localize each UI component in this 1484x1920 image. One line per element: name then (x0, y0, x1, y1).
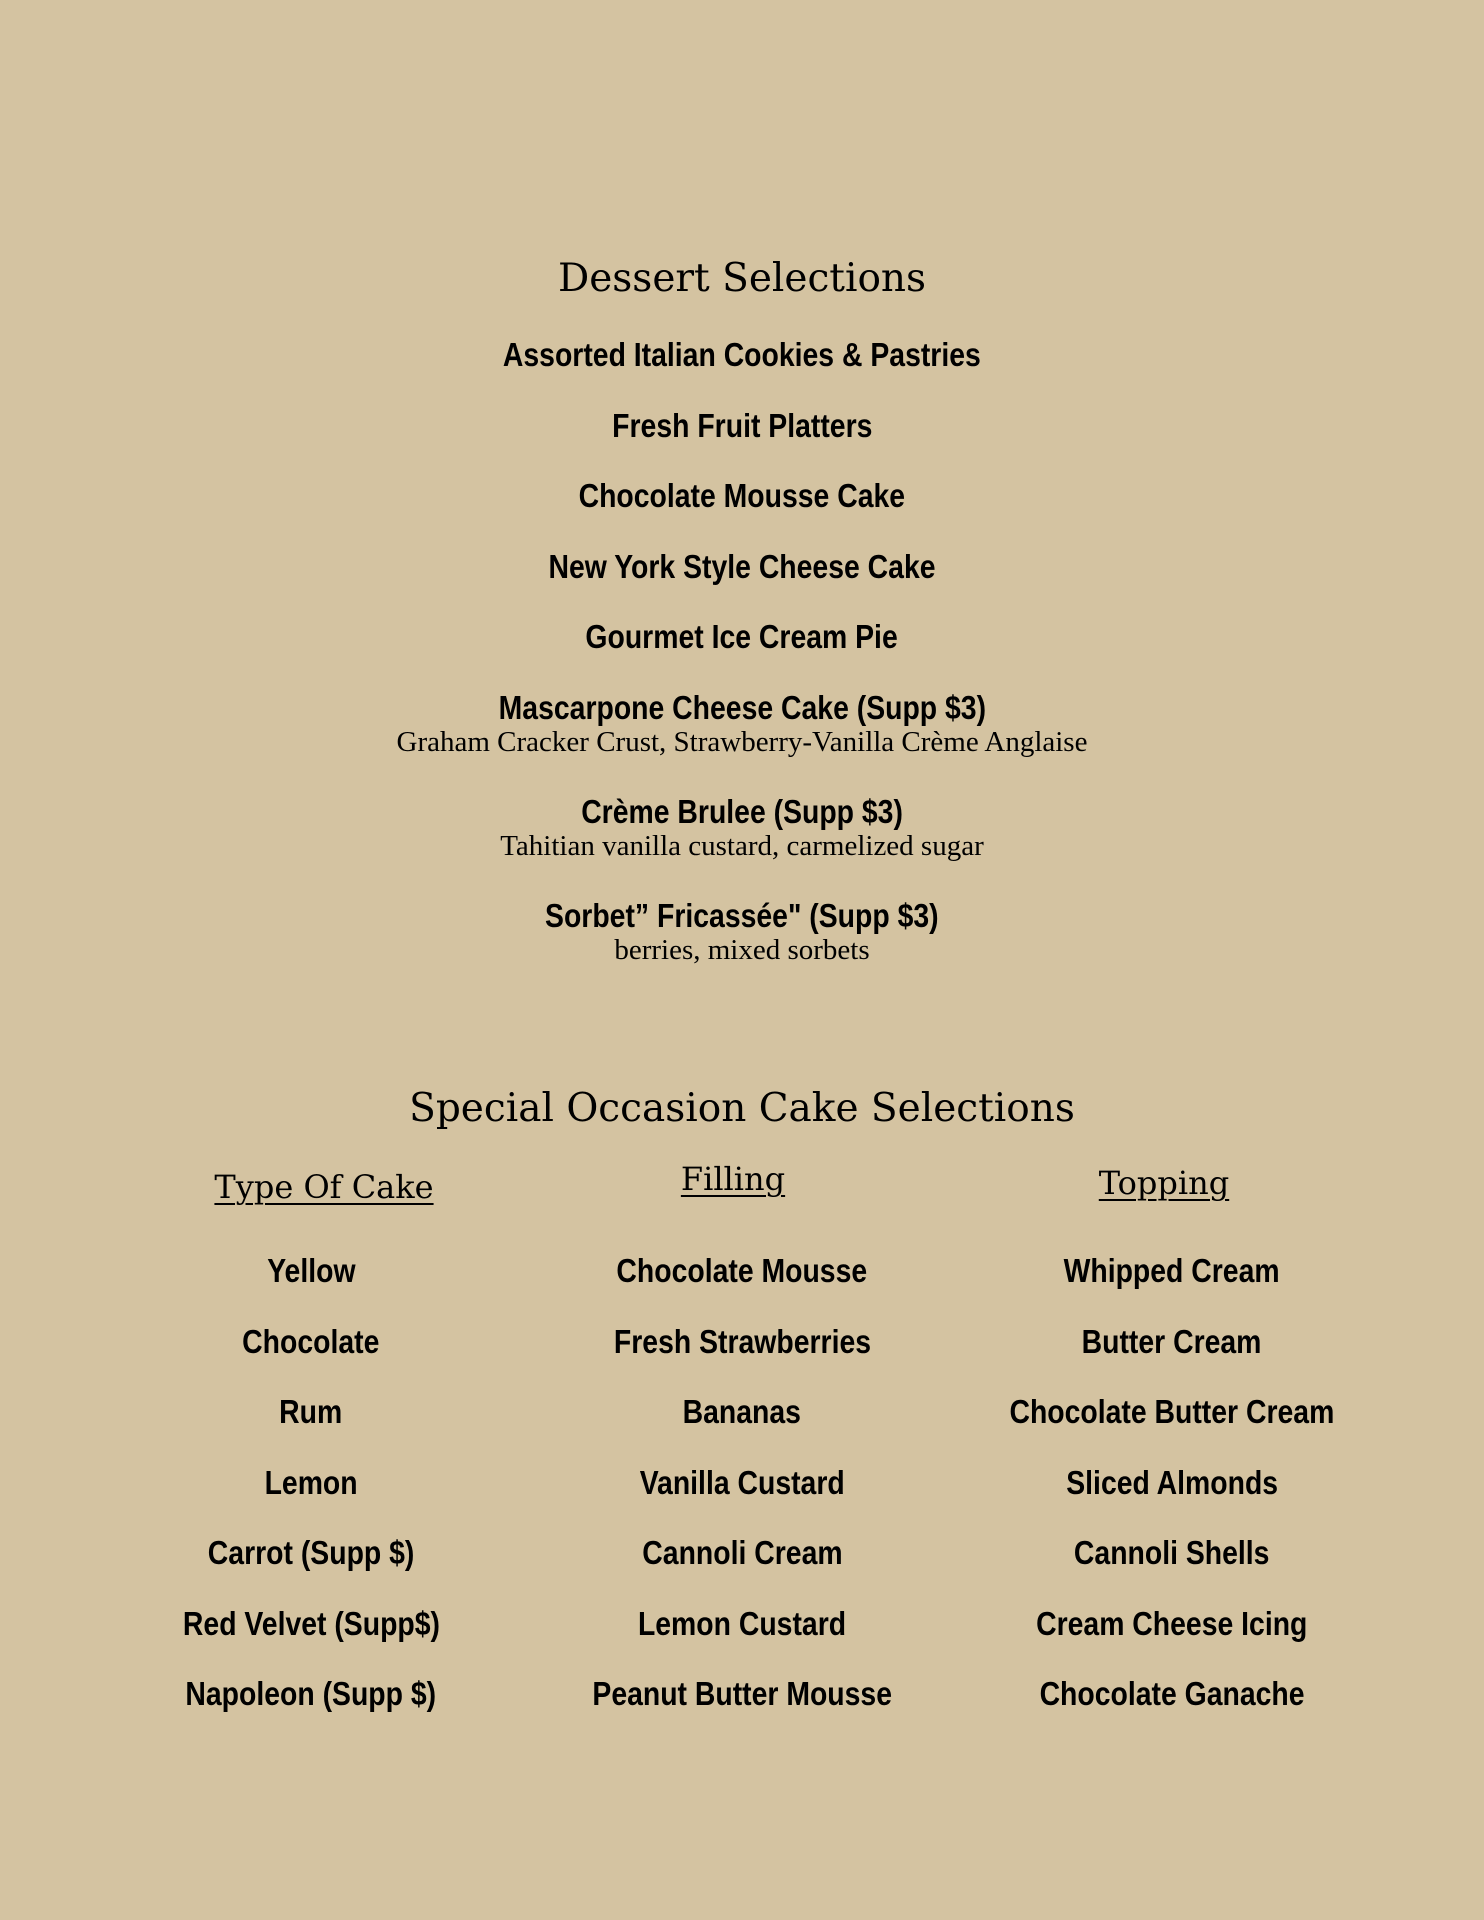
list-item: Red Velvet (Supp$) (182, 1605, 440, 1642)
dessert-item-name: New York Style Cheese Cake (548, 548, 936, 585)
cake-filling-column (522, 1160, 962, 1720)
dessert-item-description: Tahitian vanilla custard, carmelized sugar (500, 830, 984, 862)
list-item: Carrot (Supp $) (207, 1534, 415, 1571)
cake-topping-header: Topping (1098, 1164, 1230, 1202)
dessert-item (0, 407, 1484, 445)
cake-type-header: Type Of Cake (214, 1168, 434, 1206)
dessert-heading: Dessert Selections (557, 256, 927, 301)
dessert-item (0, 548, 1484, 586)
list-item: Chocolate Mousse (616, 1252, 868, 1289)
cake-type-column (91, 1160, 531, 1720)
dessert-item (0, 618, 1484, 656)
list-item: Vanilla Custard (639, 1464, 845, 1501)
list-item: Whipped Cream (1063, 1252, 1281, 1289)
dessert-item-description: berries, mixed sorbets (614, 934, 870, 966)
dessert-item (0, 336, 1484, 374)
list-item: Sliced Almonds (1066, 1464, 1278, 1501)
dessert-item (0, 689, 1484, 727)
list-item: Cream Cheese Icing (1036, 1605, 1308, 1642)
list-item: Napoleon (Supp $) (185, 1675, 437, 1712)
dessert-item-description: Graham Cracker Crust, Strawberry-Vanilla Crème Anglaise (396, 726, 1088, 758)
cake-filling-header: Filling (680, 1160, 786, 1198)
dessert-item (0, 897, 1484, 935)
dessert-item-name: Mascarpone Cheese Cake (Supp $3) (498, 689, 986, 726)
cake-heading: Special Occasion Cake Selections (409, 1086, 1075, 1131)
dessert-item-name: Assorted Italian Cookies & Pastries (503, 336, 981, 373)
list-item: Chocolate Butter Cream (1009, 1393, 1335, 1430)
list-item: Lemon Custard (637, 1605, 847, 1642)
list-item: Fresh Strawberries (613, 1323, 871, 1360)
list-item: Cannoli Shells (1074, 1534, 1270, 1571)
list-item: Yellow (266, 1252, 356, 1289)
dessert-item-name: Crème Brulee (Supp $3) (581, 793, 903, 830)
dessert-item (0, 477, 1484, 515)
cake-topping-column (952, 1160, 1392, 1720)
list-item: Chocolate Ganache (1039, 1675, 1305, 1712)
dessert-item-name: Chocolate Mousse Cake (578, 477, 906, 514)
dessert-item-name: Sorbet” Fricassée" (Supp $3) (545, 897, 939, 934)
dessert-item-name: Fresh Fruit Platters (611, 407, 873, 444)
list-item: Lemon (264, 1464, 358, 1501)
list-item: Butter Cream (1082, 1323, 1262, 1360)
list-item: Chocolate (242, 1323, 380, 1360)
list-item: Rum (279, 1393, 343, 1430)
dessert-item (0, 793, 1484, 831)
list-item: Cannoli Cream (641, 1534, 843, 1571)
dessert-item-name: Gourmet Ice Cream Pie (585, 618, 899, 655)
list-item: Bananas (682, 1393, 802, 1430)
list-item: Peanut Butter Mousse (592, 1675, 892, 1712)
